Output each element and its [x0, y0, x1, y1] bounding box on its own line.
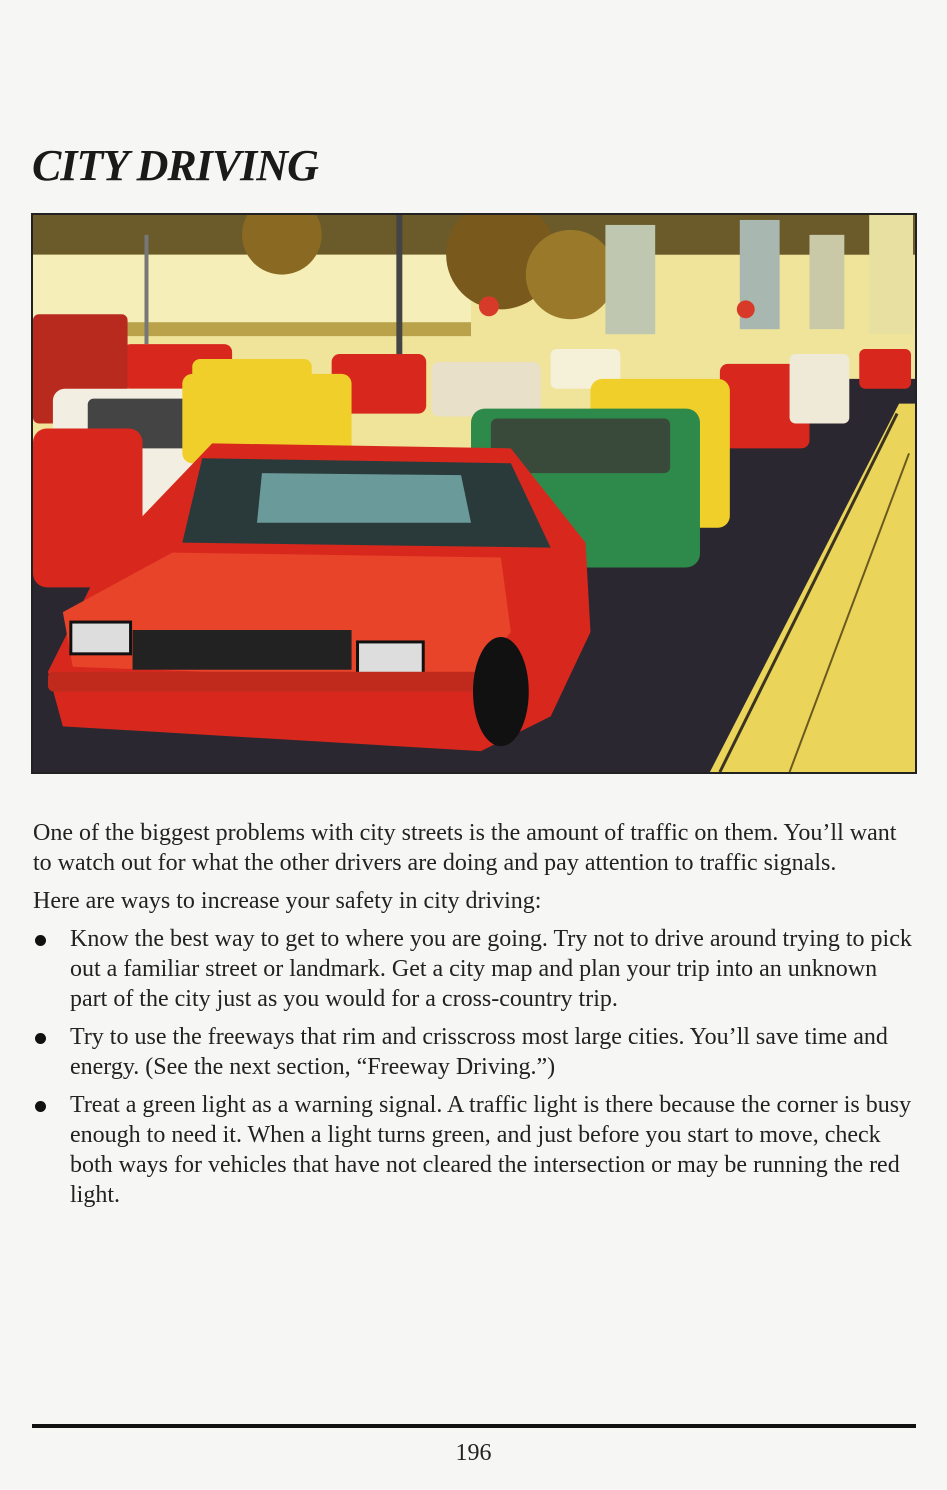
bullet-icon: [35, 935, 46, 946]
page-number: 196: [455, 1440, 492, 1466]
list-item: [33, 1022, 913, 1082]
list-item-text: Know the best way to get to where you are going. Try not to drive around trying to pick out a familiar street or landmark. Get a city map and plan your trip into an unknown part of the city just as you would for a cross-country trip.: [70, 926, 912, 1012]
city-traffic-illustration: [31, 213, 917, 774]
safety-tips-list: [33, 924, 913, 1210]
footer-rule: [32, 1424, 916, 1428]
list-item-text: Treat a green light as a warning signal. A traffic light is there because the corner is busy enough to need it. When a light turns green, and just before you start to move, check both ways for vehicles that have not cleared the intersection or may be running the red light.: [70, 1092, 912, 1208]
intro-paragraph: One of the biggest problems with city streets is the amount of traffic on them. You’ll want to watch out for what the other drivers are doing and pay attention to traffic signals.: [33, 820, 897, 876]
lead-in-paragraph: Here are ways to increase your safety in city driving:: [33, 888, 542, 914]
bullet-icon: [35, 1101, 46, 1112]
list-item-text: Try to use the freeways that rim and crisscross most large cities. You’ll save time and energy. (See the next section, “Freeway Driving.”): [70, 1024, 888, 1080]
bullet-icon: [35, 1033, 46, 1044]
body-text: [33, 818, 913, 1218]
list-item: [33, 924, 913, 1014]
list-item: [33, 1090, 913, 1210]
page-title: CITY DRIVING: [32, 141, 318, 190]
